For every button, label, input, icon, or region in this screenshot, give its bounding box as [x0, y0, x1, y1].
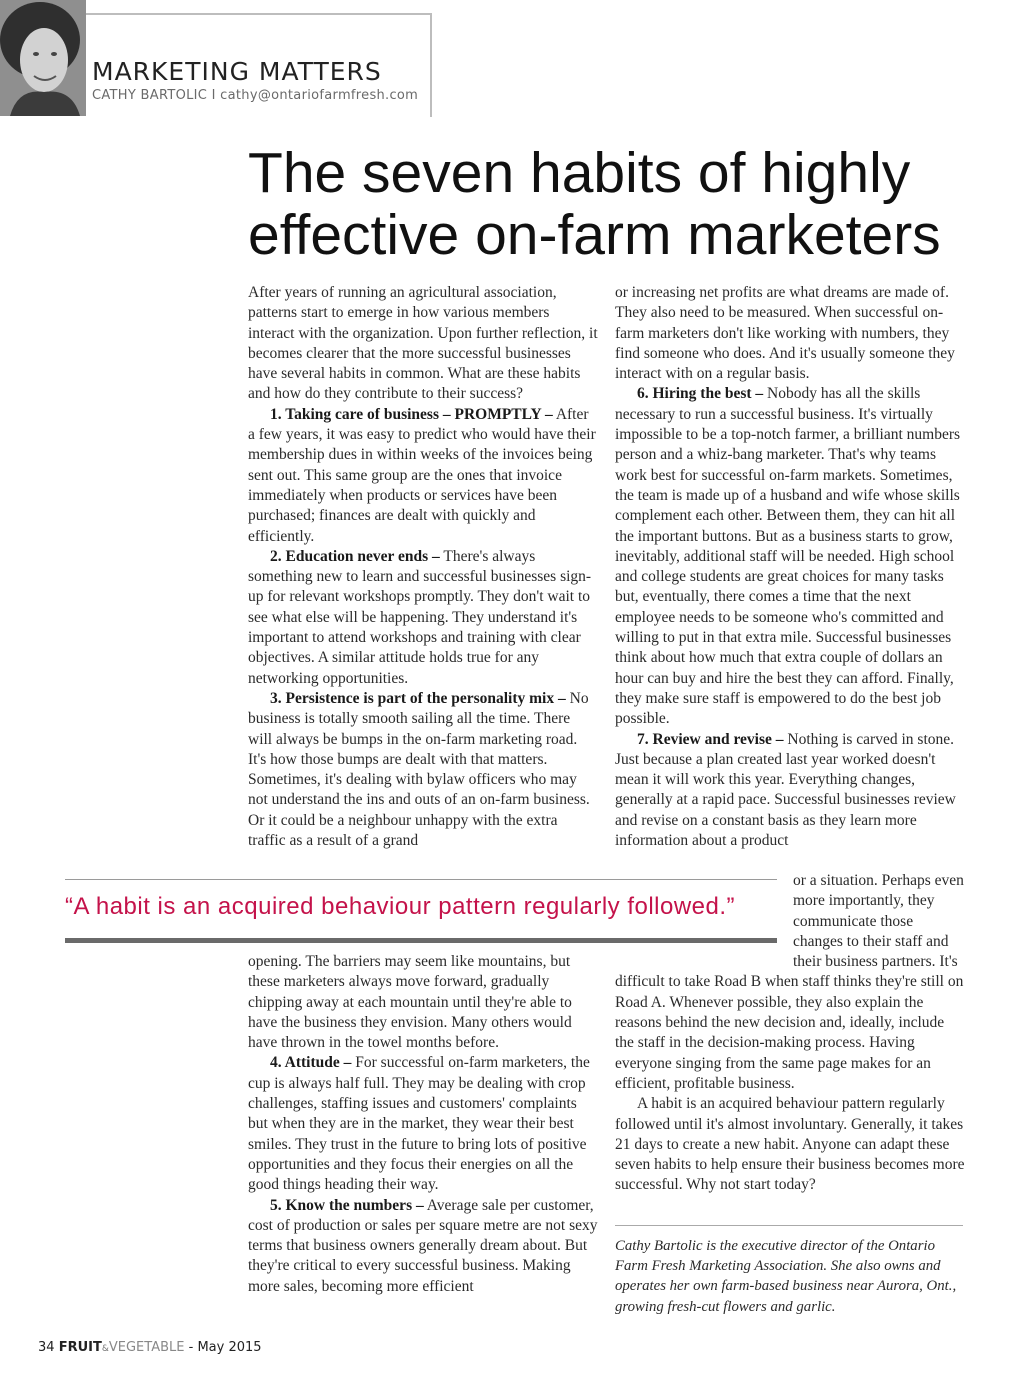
habit-7-paragraph: [615, 730, 965, 852]
habit-5-text: Average sale per customer, cost of production or sales per square metre are not sexy terms that business owners generally dream about. But they're critical to every successful business. Making more sales, becoming more efficient: [248, 1196, 598, 1295]
habit-3-paragraph: [248, 689, 598, 851]
page-number: 34: [38, 1340, 55, 1355]
habit-6-text: Nobody has all the skills necessary to run a successful business. It's virtually impossible to be a top-notch farmer, a brilliant numbers person and a whiz-bang marketer. That's why teams work best for successful on-farm markets. Sometimes, the team is made up of a husband and wife whose skills complement each other. Between them, they can hit all the important buttons. But as a business starts to grow, inevitably, additional staff will be needed. High school and college students are great choices for many tasks but, eventually, there comes a time that the next employee needs to be someone who's committed and willing to put in that extra mile. Successful businesses think about how much that extra couple of dollars an hour can buy and hire the best they can afford. Finally, they make sure staff is empowered to do the best job possible.: [615, 385, 961, 728]
habit-3-text: No business is totally smooth sailing all the time. There will always be bumps in the on-farm marketing road. It's how those bumps are dealt with that matters. Sometimes, it's dealing with bylaw officers who may not understand the ins and outs of an on-farm business. Or it could be a neighbour unhappy with the extra traffic as a result of a grand: [248, 689, 590, 850]
numbers-continued-paragraph: or increasing net profits are what dreams are made of. They also need to be measured. When successful on-farm marketers don't like working with numbers, they find someone who does. And it's usually someone they interact with on a regular basis.: [615, 284, 955, 383]
author-bio: Cathy Bartolic is the executive director of the Ontario Farm Fresh Marketing Association. She also owns and operates her own farm-based business near Aurora, Ont., growing fresh-cut flowers and garlic.: [615, 1238, 957, 1315]
article-column-1: [248, 283, 598, 851]
column-title: MARKETING MATTERS: [92, 57, 382, 86]
habit-7-heading: 7. Review and revise –: [637, 730, 784, 748]
conclusion-paragraph: A habit is an acquired behaviour pattern regularly followed until it's almost involuntary. Generally, it takes 21 days to create a new habit. Anyone can adapt these seven habits to help ensure their business becomes more successful. Why not start today?: [615, 1095, 965, 1194]
headline-line-1: The seven habits of highly: [248, 141, 911, 205]
habit-5-paragraph: [248, 1196, 598, 1297]
habit-3-continued-paragraph: opening. The barriers may seem like mountains, but these marketers always move forward, gradually chipping away at each mountain until they're able to have the business they envision. Many others would have thrown in the towel months before.: [248, 953, 572, 1052]
habit-3-heading: 3. Persistence is part of the personality mix –: [270, 689, 566, 707]
habit-2-heading: 2. Education never ends –: [270, 547, 440, 565]
habit-6-paragraph: [615, 384, 965, 729]
habit-7-text: Nothing is carved in stone. Just because a plan created last year worked doesn't mean it will work this year. Everything changes, generally at a rapid pace. Successful businesses review and revise on a constant basis as they learn more information about a product: [615, 730, 956, 850]
habit-2-text: There's always something new to learn and successful businesses sign-up for relevant workshops promptly. They don't wait to see what else will be happening. They understand it's important to attend workshops and training with clear objectives. A similar attitude holds true for any networking opportunities.: [248, 547, 592, 687]
habit-4-text: For successful on-farm marketers, the cup is always half full. They may be dealing with crop challenges, staffing issues and customers' complaints but when they are in the market, they wear their best smiles. They trust in the future to bring lots of positive opportunities and they focus their energies on all the good things heading their way.: [248, 1054, 590, 1194]
headline-line-2: effective on-farm marketers: [248, 203, 941, 267]
publication-ampersand: &: [101, 1344, 109, 1354]
author-byline: CATHY BARTOLIC I cathy@ontariofarmfresh.com: [92, 88, 419, 103]
habit-4-heading: 4. Attitude –: [270, 1054, 352, 1072]
habit-4-paragraph: [248, 1053, 598, 1195]
author-portrait: [0, 0, 86, 116]
article-headline: [248, 142, 988, 266]
publication-name-vegetable: VEGETABLE: [108, 1340, 185, 1355]
article-column-4: [615, 871, 965, 1196]
habit-2-paragraph: [248, 547, 598, 689]
habit-1-text: After a few years, it was easy to predict who would have their membership dues in within weeks of the invoices being sent out. This same group are the ones that invoice immediately when products or services have been purchased; finances are dealt with quickly and efficiently.: [248, 405, 596, 545]
habit-7-continued-paragraph: or a situation. Perhaps even more importantly, they communicate those changes to their staff and their business partners. It's difficult to take Road B when staff thinks they're still on Road A. Whenever possible, they also explain the reasons behind the new decision and, ideally, include the staff in the decision-making process. Having everyone singing from the same page makes for an efficient, profitable business.: [615, 872, 964, 1092]
pull-quote: “A habit is an acquired behaviour pattern regularly followed.”: [65, 893, 736, 920]
article-column-3: [248, 952, 598, 1297]
habit-6-heading: 6. Hiring the best –: [637, 385, 764, 403]
bio-divider: [615, 1225, 963, 1226]
article-column-2: [615, 283, 965, 851]
page-footer: [38, 1340, 262, 1355]
habit-1-paragraph: [248, 405, 598, 547]
intro-paragraph: After years of running an agricultural association, patterns start to emerge in how various members interact with the organization. Upon further reflection, it becomes clearer that the more successful businesses have several habits in common. What are these habits and how do they contribute to their success?: [248, 284, 598, 403]
author-photo: [0, 0, 86, 116]
issue-date: - May 2015: [184, 1340, 262, 1355]
habit-5-heading: 5. Know the numbers –: [270, 1196, 424, 1214]
pullquote-wrap-space: [615, 871, 793, 953]
publication-name-fruit: FRUIT: [58, 1340, 102, 1355]
habit-1-heading: 1. Taking care of business – PROMPTLY –: [270, 405, 553, 423]
